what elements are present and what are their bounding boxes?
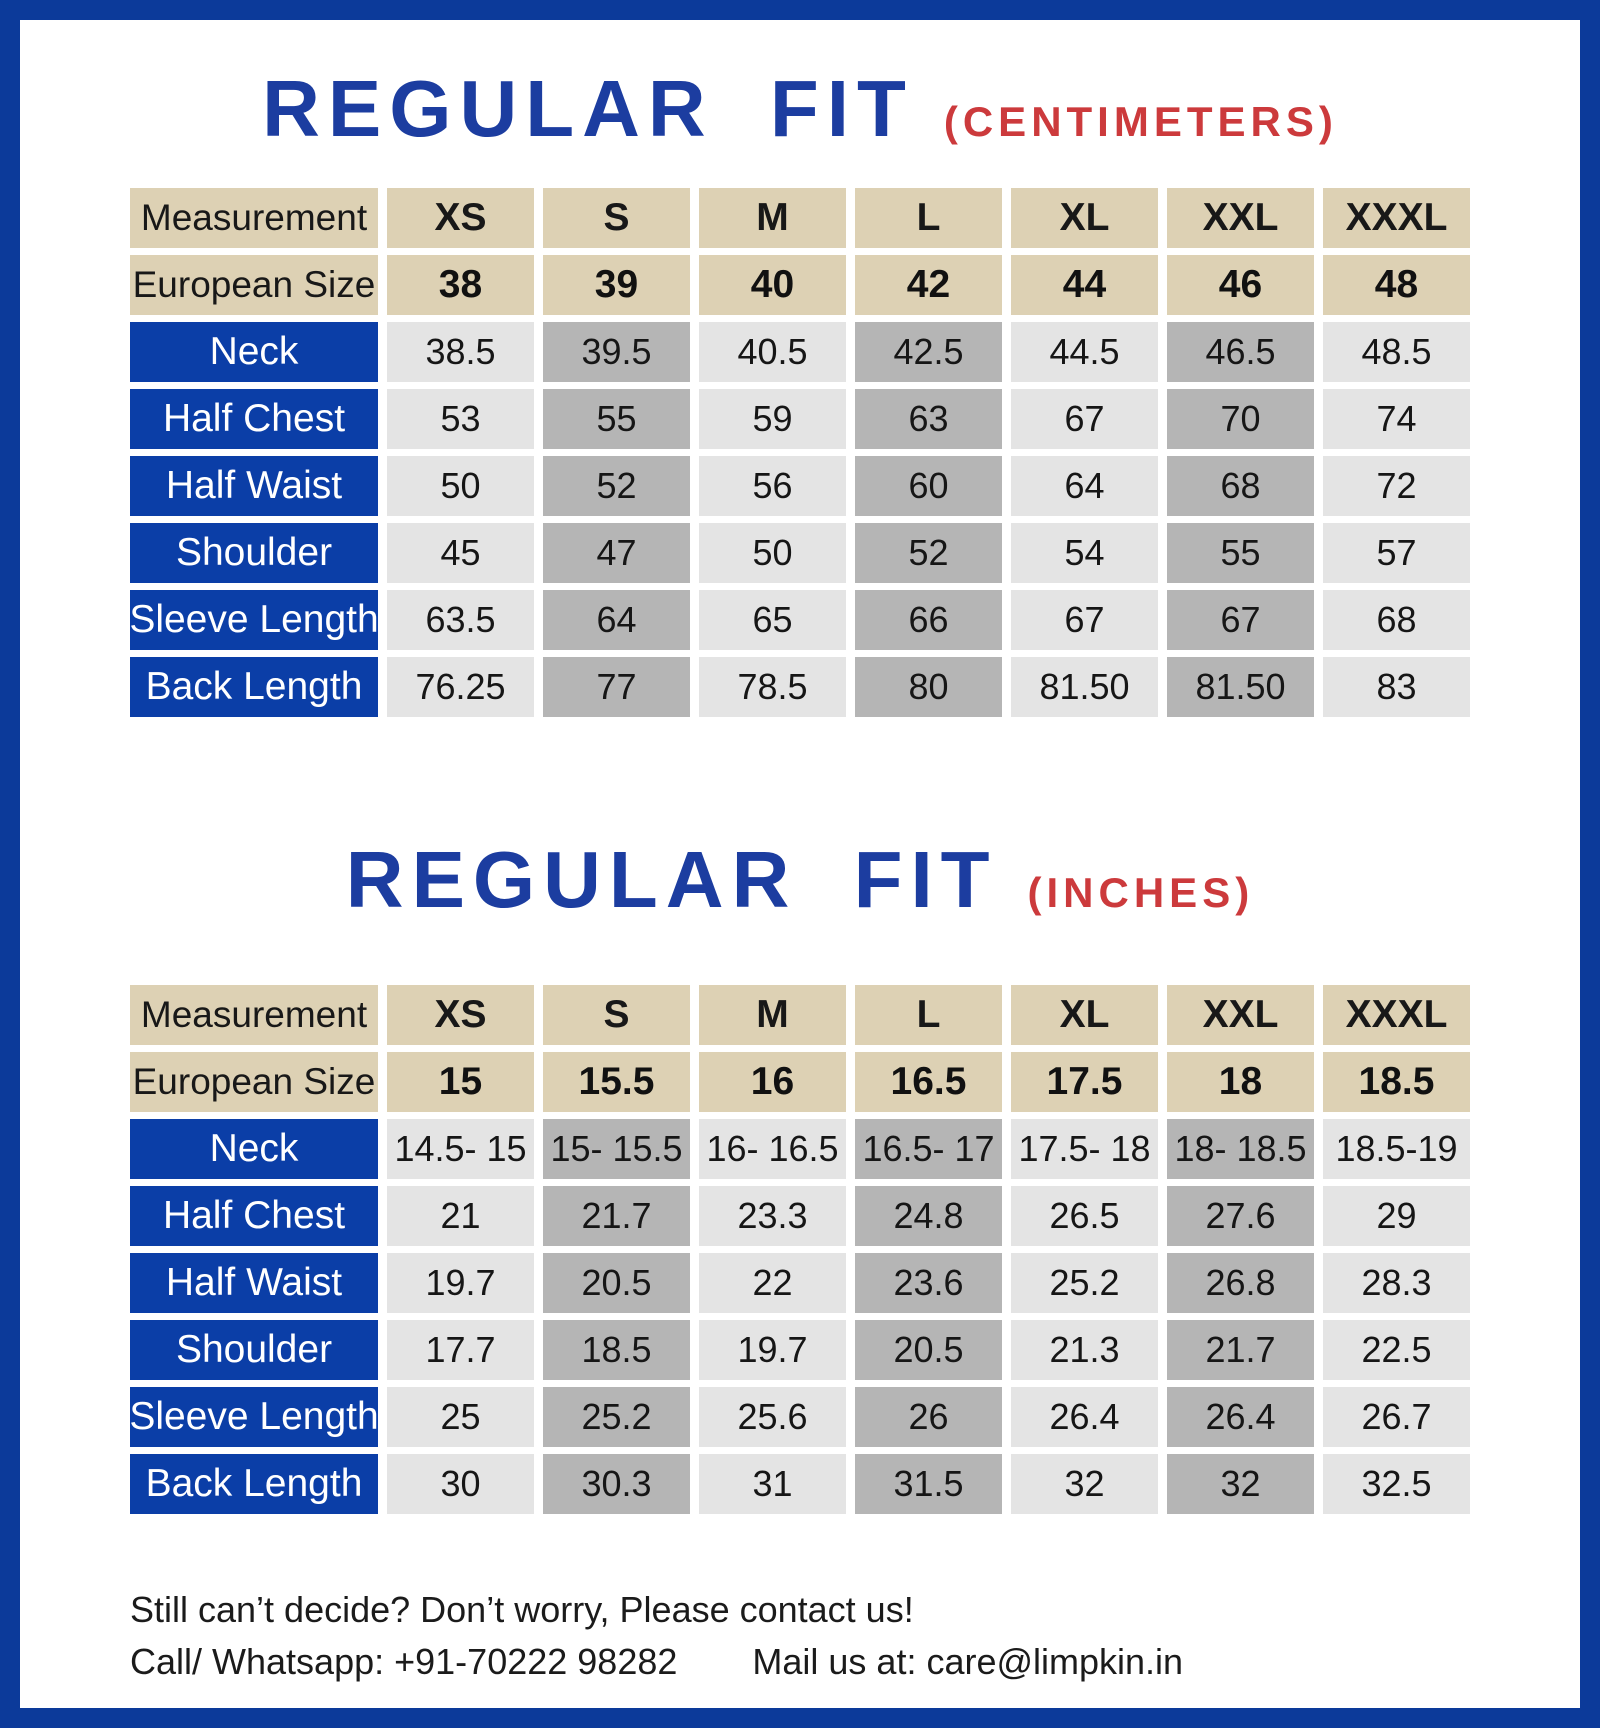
size-value-half-waist-l: 23.6 [855, 1253, 1002, 1313]
column-header-xl: XL [1011, 985, 1158, 1045]
size-value-neck-l: 16.5- 17 [855, 1119, 1002, 1179]
size-value-half-chest-xl: 26.5 [1011, 1186, 1158, 1246]
footer-help-text: Still can’t decide? Don’t worry, Please contact us! [130, 1589, 914, 1630]
size-value-back-length-xxxl: 83 [1323, 657, 1470, 717]
euro-size-value-european-size-xxxl: 48 [1323, 255, 1470, 315]
euro-size-value-european-size-xs: 15 [387, 1052, 534, 1112]
size-table-inches [130, 985, 1470, 1514]
size-value-half-chest-s: 21.7 [543, 1186, 690, 1246]
size-value-neck-s: 39.5 [543, 322, 690, 382]
euro-size-value-european-size-l: 42 [855, 255, 1002, 315]
page-content [20, 64, 1580, 1688]
size-value-sleeve-length-m: 25.6 [699, 1387, 846, 1447]
size-value-half-waist-xs: 19.7 [387, 1253, 534, 1313]
size-value-shoulder-xxl: 55 [1167, 523, 1314, 583]
size-value-half-chest-l: 24.8 [855, 1186, 1002, 1246]
size-value-back-length-xxxl: 32.5 [1323, 1454, 1470, 1514]
size-value-neck-m: 40.5 [699, 322, 846, 382]
footer-contact-line [130, 1636, 1470, 1688]
column-header-xxl: XXL [1167, 188, 1314, 248]
size-value-sleeve-length-xxxl: 26.7 [1323, 1387, 1470, 1447]
row-label-sleeve-length: Sleeve Length [130, 590, 378, 650]
column-header-xs: XS [387, 188, 534, 248]
size-value-half-chest-m: 59 [699, 389, 846, 449]
size-value-neck-m: 16- 16.5 [699, 1119, 846, 1179]
euro-size-value-european-size-xl: 44 [1011, 255, 1158, 315]
size-value-half-chest-xl: 67 [1011, 389, 1158, 449]
title-fit-type: REGULAR FIT [345, 835, 998, 924]
size-value-back-length-m: 31 [699, 1454, 846, 1514]
row-label-european-size: European Size [130, 255, 378, 315]
column-header-s: S [543, 985, 690, 1045]
size-value-sleeve-length-xs: 63.5 [387, 590, 534, 650]
size-value-back-length-xl: 32 [1011, 1454, 1158, 1514]
size-value-half-waist-m: 22 [699, 1253, 846, 1313]
row-label-back-length: Back Length [130, 657, 378, 717]
size-value-half-chest-xs: 53 [387, 389, 534, 449]
size-value-back-length-l: 31.5 [855, 1454, 1002, 1514]
column-header-l: L [855, 985, 1002, 1045]
size-value-half-waist-s: 52 [543, 456, 690, 516]
euro-size-value-european-size-xxxl: 18.5 [1323, 1052, 1470, 1112]
column-header-m: M [699, 985, 846, 1045]
size-value-shoulder-l: 20.5 [855, 1320, 1002, 1380]
euro-size-value-european-size-xs: 38 [387, 255, 534, 315]
size-value-half-waist-xxxl: 28.3 [1323, 1253, 1470, 1313]
footer-phone: Call/ Whatsapp: +91-70222 98282 [130, 1641, 678, 1682]
title-fit-type: REGULAR FIT [262, 64, 914, 153]
size-value-half-waist-xxxl: 72 [1323, 456, 1470, 516]
size-value-half-chest-xxl: 70 [1167, 389, 1314, 449]
column-header-xs: XS [387, 985, 534, 1045]
size-value-sleeve-length-s: 25.2 [543, 1387, 690, 1447]
size-value-half-chest-xxl: 27.6 [1167, 1186, 1314, 1246]
size-value-shoulder-xxl: 21.7 [1167, 1320, 1314, 1380]
size-value-sleeve-length-xs: 25 [387, 1387, 534, 1447]
size-value-back-length-xs: 30 [387, 1454, 534, 1514]
size-value-sleeve-length-l: 26 [855, 1387, 1002, 1447]
row-label-half-chest: Half Chest [130, 1186, 378, 1246]
size-value-neck-xxl: 18- 18.5 [1167, 1119, 1314, 1179]
size-value-back-length-l: 80 [855, 657, 1002, 717]
size-value-half-waist-l: 60 [855, 456, 1002, 516]
size-value-shoulder-xxxl: 22.5 [1323, 1320, 1470, 1380]
section-title-inches [130, 835, 1470, 925]
size-value-back-length-xl: 81.50 [1011, 657, 1158, 717]
section-title-centimeters [130, 64, 1470, 154]
size-value-half-chest-s: 55 [543, 389, 690, 449]
row-label-shoulder: Shoulder [130, 523, 378, 583]
row-label-neck: Neck [130, 322, 378, 382]
size-value-neck-xl: 44.5 [1011, 322, 1158, 382]
size-value-neck-s: 15- 15.5 [543, 1119, 690, 1179]
size-table-centimeters [130, 188, 1470, 717]
column-header-s: S [543, 188, 690, 248]
size-value-shoulder-l: 52 [855, 523, 1002, 583]
size-value-back-length-xxl: 32 [1167, 1454, 1314, 1514]
row-label-half-chest: Half Chest [130, 389, 378, 449]
row-label-sleeve-length: Sleeve Length [130, 1387, 378, 1447]
column-header-l: L [855, 188, 1002, 248]
section-inches [130, 835, 1470, 1514]
size-value-half-chest-xxxl: 29 [1323, 1186, 1470, 1246]
size-value-neck-xxxl: 18.5-19 [1323, 1119, 1470, 1179]
footer-email: Mail us at: care@limpkin.in [752, 1641, 1184, 1682]
size-value-half-waist-xxl: 68 [1167, 456, 1314, 516]
size-value-sleeve-length-xxl: 67 [1167, 590, 1314, 650]
size-value-neck-xxxl: 48.5 [1323, 322, 1470, 382]
row-label-half-waist: Half Waist [130, 1253, 378, 1313]
column-header-xxxl: XXXL [1323, 985, 1470, 1045]
title-unit-label: (CENTIMETERS) [943, 98, 1338, 145]
size-value-sleeve-length-xxl: 26.4 [1167, 1387, 1314, 1447]
euro-size-value-european-size-m: 40 [699, 255, 846, 315]
size-value-shoulder-xl: 21.3 [1011, 1320, 1158, 1380]
size-value-neck-xxl: 46.5 [1167, 322, 1314, 382]
column-header-measurement: Measurement [130, 188, 378, 248]
size-value-sleeve-length-xl: 67 [1011, 590, 1158, 650]
size-value-shoulder-xs: 45 [387, 523, 534, 583]
size-value-half-waist-xl: 64 [1011, 456, 1158, 516]
size-value-neck-xs: 38.5 [387, 322, 534, 382]
column-header-xxxl: XXXL [1323, 188, 1470, 248]
footer [130, 1584, 1470, 1688]
size-value-half-waist-xxl: 26.8 [1167, 1253, 1314, 1313]
size-value-shoulder-s: 47 [543, 523, 690, 583]
size-value-back-length-m: 78.5 [699, 657, 846, 717]
euro-size-value-european-size-xxl: 18 [1167, 1052, 1314, 1112]
row-label-shoulder: Shoulder [130, 1320, 378, 1380]
size-value-back-length-s: 30.3 [543, 1454, 690, 1514]
size-value-back-length-xxl: 81.50 [1167, 657, 1314, 717]
size-value-half-waist-xs: 50 [387, 456, 534, 516]
row-label-neck: Neck [130, 1119, 378, 1179]
title-unit-label: (INCHES) [1027, 869, 1255, 916]
size-value-shoulder-xl: 54 [1011, 523, 1158, 583]
size-value-shoulder-xxxl: 57 [1323, 523, 1470, 583]
size-value-half-chest-l: 63 [855, 389, 1002, 449]
size-value-shoulder-m: 50 [699, 523, 846, 583]
column-header-xl: XL [1011, 188, 1158, 248]
size-value-back-length-xs: 76.25 [387, 657, 534, 717]
size-value-half-chest-m: 23.3 [699, 1186, 846, 1246]
column-header-m: M [699, 188, 846, 248]
euro-size-value-european-size-s: 39 [543, 255, 690, 315]
size-value-sleeve-length-s: 64 [543, 590, 690, 650]
euro-size-value-european-size-xxl: 46 [1167, 255, 1314, 315]
size-value-shoulder-m: 19.7 [699, 1320, 846, 1380]
size-value-back-length-s: 77 [543, 657, 690, 717]
column-header-xxl: XXL [1167, 985, 1314, 1045]
size-value-sleeve-length-l: 66 [855, 590, 1002, 650]
size-value-neck-l: 42.5 [855, 322, 1002, 382]
size-value-half-chest-xs: 21 [387, 1186, 534, 1246]
size-value-half-waist-m: 56 [699, 456, 846, 516]
row-label-half-waist: Half Waist [130, 456, 378, 516]
row-label-back-length: Back Length [130, 1454, 378, 1514]
euro-size-value-european-size-m: 16 [699, 1052, 846, 1112]
size-value-half-waist-s: 20.5 [543, 1253, 690, 1313]
euro-size-value-european-size-xl: 17.5 [1011, 1052, 1158, 1112]
size-value-sleeve-length-xl: 26.4 [1011, 1387, 1158, 1447]
column-header-measurement: Measurement [130, 985, 378, 1045]
size-value-sleeve-length-m: 65 [699, 590, 846, 650]
size-value-shoulder-xs: 17.7 [387, 1320, 534, 1380]
section-centimeters [130, 64, 1470, 717]
euro-size-value-european-size-l: 16.5 [855, 1052, 1002, 1112]
euro-size-value-european-size-s: 15.5 [543, 1052, 690, 1112]
size-value-shoulder-s: 18.5 [543, 1320, 690, 1380]
size-value-half-waist-xl: 25.2 [1011, 1253, 1158, 1313]
size-value-neck-xs: 14.5- 15 [387, 1119, 534, 1179]
size-value-neck-xl: 17.5- 18 [1011, 1119, 1158, 1179]
row-label-european-size: European Size [130, 1052, 378, 1112]
size-value-sleeve-length-xxxl: 68 [1323, 590, 1470, 650]
size-value-half-chest-xxxl: 74 [1323, 389, 1470, 449]
